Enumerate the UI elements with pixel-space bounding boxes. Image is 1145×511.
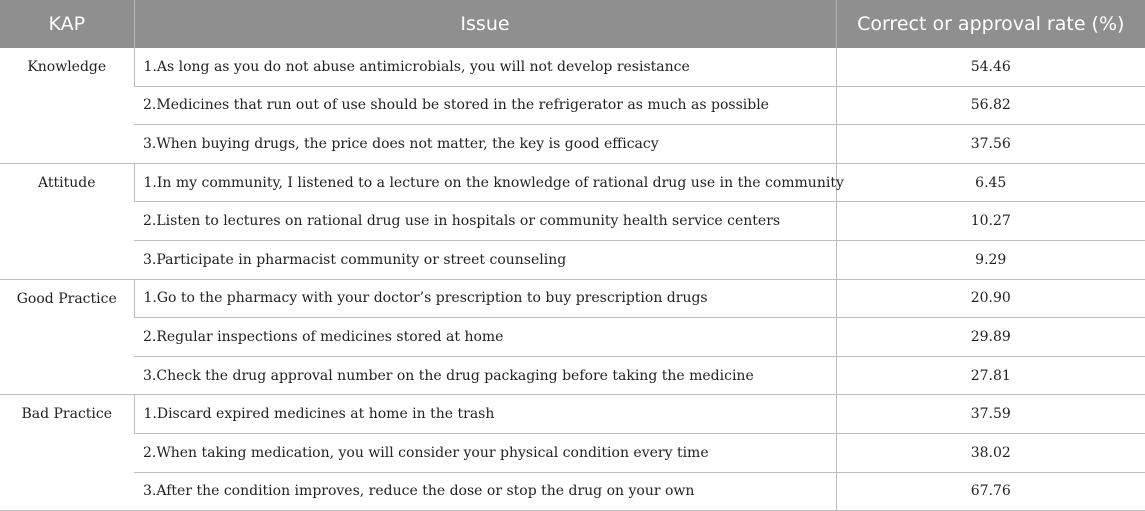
table-row	[0, 240, 1145, 279]
issue-cell: 1.In my community, I listened to a lecture on the knowledge of rational drug use in the community	[134, 163, 836, 202]
group-label-bad-practice: Bad Practice	[0, 395, 134, 511]
rate-cell: 9.29	[836, 240, 1145, 279]
rate-cell: 29.89	[836, 318, 1145, 357]
issue-cell: 3.Check the drug approval number on the drug packaging before taking the medicine	[134, 356, 836, 395]
issue-cell: 2.Listen to lectures on rational drug use in hospitals or community health service centers	[134, 202, 836, 241]
table-row	[0, 279, 1145, 318]
table-row	[0, 48, 1145, 86]
table-row	[0, 318, 1145, 357]
table-row	[0, 86, 1145, 125]
table-row	[0, 433, 1145, 472]
table-row	[0, 395, 1145, 434]
header-rate: Correct or approval rate (%)	[836, 0, 1145, 48]
table-row	[0, 202, 1145, 241]
table-row	[0, 472, 1145, 511]
table-row	[0, 356, 1145, 395]
rate-cell: 37.59	[836, 395, 1145, 434]
header-kap: KAP	[0, 0, 134, 48]
rate-cell: 20.90	[836, 279, 1145, 318]
group-label-attitude: Attitude	[0, 163, 134, 279]
rate-cell: 56.82	[836, 86, 1145, 125]
issue-cell: 1.Go to the pharmacy with your doctor’s prescription to buy prescription drugs	[134, 279, 836, 318]
rate-cell: 54.46	[836, 48, 1145, 86]
rate-cell: 10.27	[836, 202, 1145, 241]
group-label-good-practice: Good Practice	[0, 279, 134, 395]
issue-cell: 3.After the condition improves, reduce the dose or stop the drug on your own	[134, 472, 836, 511]
issue-cell: 3.When buying drugs, the price does not matter, the key is good efficacy	[134, 125, 836, 164]
header-issue: Issue	[134, 0, 836, 48]
issue-cell: 3.Participate in pharmacist community or street counseling	[134, 240, 836, 279]
rate-cell: 27.81	[836, 356, 1145, 395]
issue-cell: 2.Medicines that run out of use should be stored in the refrigerator as much as possible	[134, 86, 836, 125]
table-row	[0, 163, 1145, 202]
issue-cell: 1.As long as you do not abuse antimicrobials, you will not develop resistance	[134, 48, 836, 86]
issue-cell: 1.Discard expired medicines at home in the trash	[134, 395, 836, 434]
rate-cell: 38.02	[836, 433, 1145, 472]
header-row	[0, 0, 1145, 48]
issue-cell: 2.Regular inspections of medicines stored at home	[134, 318, 836, 357]
group-label-knowledge: Knowledge	[0, 48, 134, 163]
rate-cell: 6.45	[836, 163, 1145, 202]
rate-cell: 37.56	[836, 125, 1145, 164]
issue-cell: 2.When taking medication, you will consider your physical condition every time	[134, 433, 836, 472]
rate-cell: 67.76	[836, 472, 1145, 511]
table-row	[0, 125, 1145, 164]
